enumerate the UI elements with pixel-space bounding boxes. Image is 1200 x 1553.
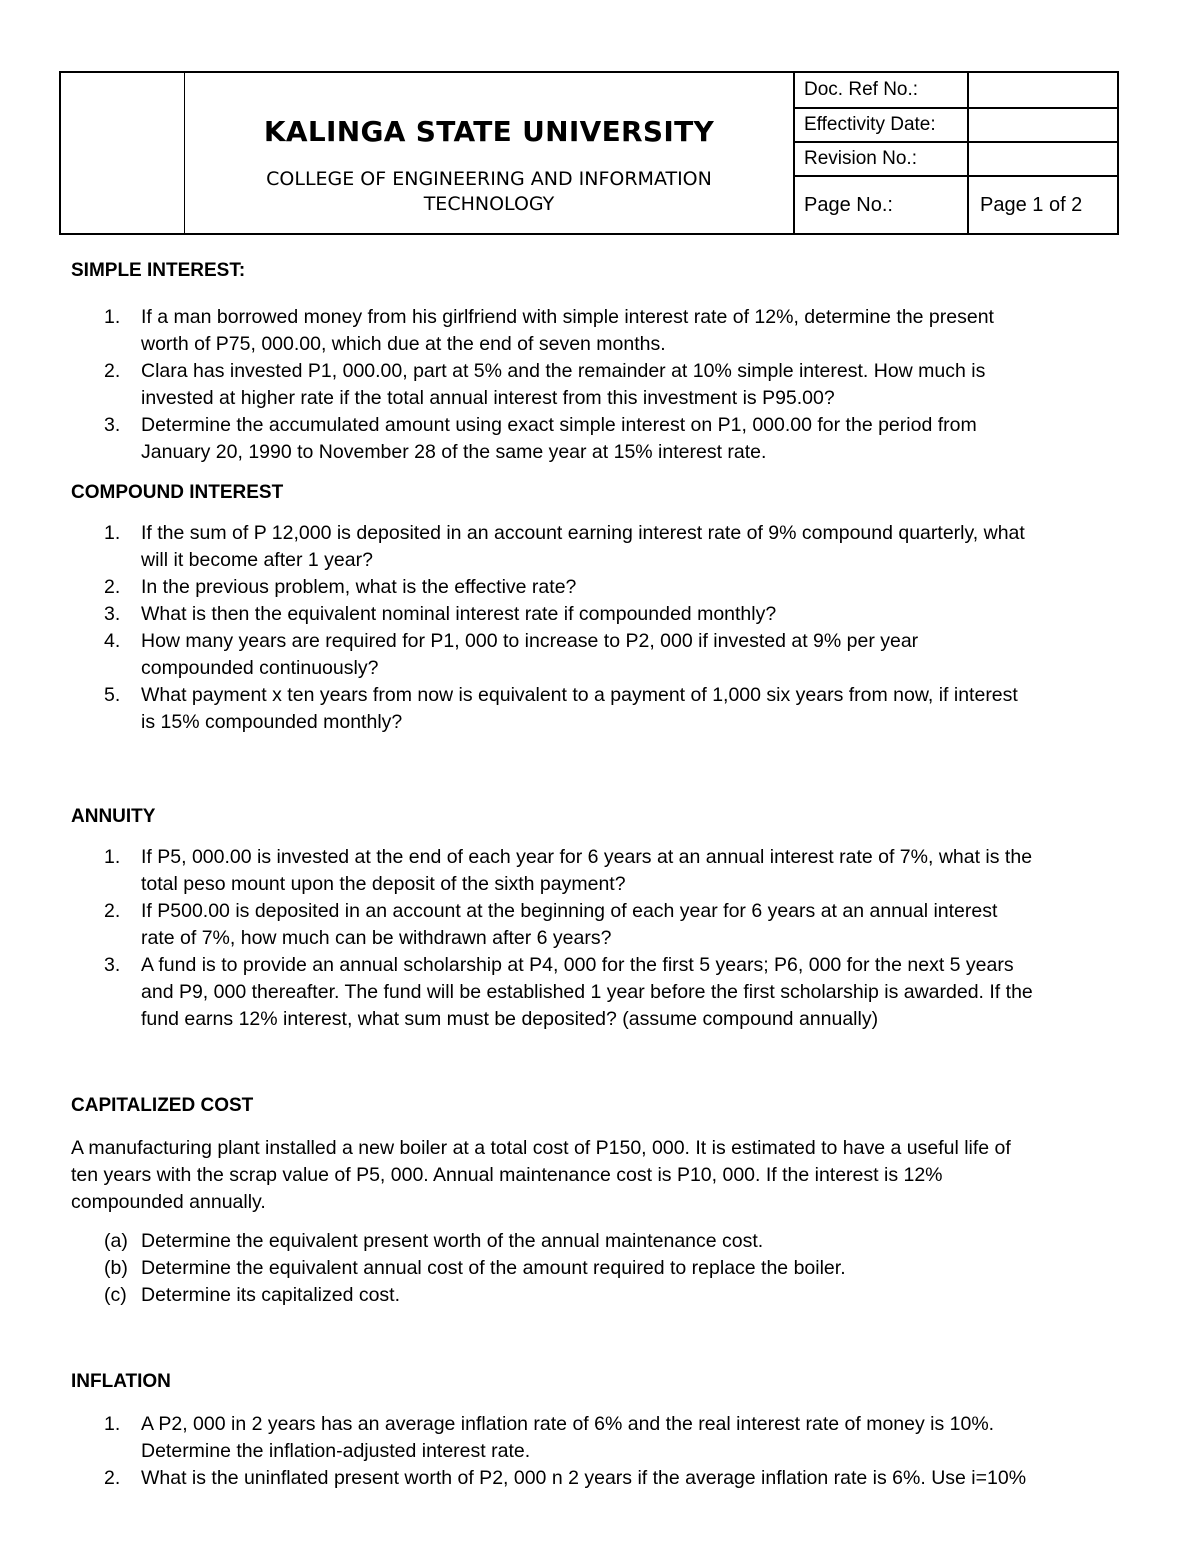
effectivity-date-value xyxy=(969,109,1117,141)
item-number: 2. xyxy=(104,360,121,382)
list-item xyxy=(71,412,1131,466)
item-line: If the sum of P 12,000 is deposited in an account earning interest rate of 9% compound quarterly, what xyxy=(141,522,1025,544)
page-number-value: Page 1 of 2 xyxy=(980,193,1083,216)
item-line: How many years are required for P1, 000 to increase to P2, 000 if invested at 9% per year xyxy=(141,630,919,652)
compound-interest-list xyxy=(71,520,1131,736)
effectivity-date-row xyxy=(794,109,1117,143)
college-name xyxy=(195,167,783,217)
item-line: A fund is to provide an annual scholarship at P4, 000 for the first 5 years; P6, 000 for the next 5 years xyxy=(141,954,1014,976)
doc-ref-value xyxy=(969,73,1117,107)
item-line: Clara has invested P1, 000.00, part at 5% and the remainder at 10% simple interest. How much is xyxy=(141,360,986,382)
simple-interest-list xyxy=(71,304,1131,466)
item-line: If P5, 000.00 is invested at the end of each year for 6 years at an annual interest rate of 7%, what is the xyxy=(141,846,1033,868)
item-number: 1. xyxy=(104,306,121,328)
item-line: and P9, 000 thereafter. The fund will be established 1 year before the first scholarship is awarded. If the xyxy=(141,981,1033,1003)
item-number: 5. xyxy=(104,684,121,706)
list-item xyxy=(71,898,1131,952)
item-line: invested at higher rate if the total annual interest from this investment is P95.00? xyxy=(141,387,835,409)
paragraph-line: A manufacturing plant installed a new boiler at a total cost of P150, 000. It is estimated to have a useful life of xyxy=(71,1137,1011,1159)
list-item xyxy=(71,1465,1131,1492)
page-number-label: Page No.: xyxy=(794,177,969,233)
section-title-simple-interest: SIMPLE INTEREST: xyxy=(71,260,246,281)
revision-value xyxy=(969,143,1117,175)
doc-ref-label: Doc. Ref No.: xyxy=(794,73,969,107)
item-text: Determine its capitalized cost. xyxy=(141,1284,401,1306)
capitalized-cost-paragraph xyxy=(71,1135,1131,1216)
list-item xyxy=(71,628,1131,682)
capitalized-cost-list xyxy=(71,1228,1131,1309)
item-line: If a man borrowed money from his girlfriend with simple interest rate of 12%, determine the present xyxy=(141,306,994,328)
list-item xyxy=(71,1411,1131,1465)
item-number: 3. xyxy=(104,603,121,625)
item-line: is 15% compounded monthly? xyxy=(141,711,403,733)
document-body xyxy=(71,258,1131,1492)
item-line: compounded continuously? xyxy=(141,657,379,679)
list-item xyxy=(71,844,1131,898)
item-number: 4. xyxy=(104,630,121,652)
revision-row xyxy=(794,143,1117,177)
inflation-list xyxy=(71,1411,1131,1492)
list-item xyxy=(71,682,1131,736)
list-item xyxy=(71,1282,1131,1309)
item-line: total peso mount upon the deposit of the sixth payment? xyxy=(141,873,626,895)
list-item xyxy=(71,520,1131,574)
item-number: 1. xyxy=(104,1413,121,1435)
item-line: A P2, 000 in 2 years has an average inflation rate of 6% and the real interest rate of money is 10%. xyxy=(141,1413,995,1435)
item-text: Determine the equivalent annual cost of the amount required to replace the boiler. xyxy=(141,1257,846,1279)
college-name-line1: COLLEGE OF ENGINEERING AND INFORMATION xyxy=(266,168,712,190)
title-cell xyxy=(185,73,795,233)
list-item xyxy=(71,601,1131,628)
list-item xyxy=(71,304,1131,358)
list-item xyxy=(71,1228,1131,1255)
item-line: What payment x ten years from now is equivalent to a payment of 1,000 six years from now, if interest xyxy=(141,684,1018,706)
item-line: If P500.00 is deposited in an account at the beginning of each year for 6 years at an annual interest xyxy=(141,900,998,922)
item-number: 1. xyxy=(104,846,121,868)
college-name-line2: TECHNOLOGY xyxy=(423,193,555,215)
university-name: KALINGA STATE UNIVERSITY xyxy=(263,115,715,148)
item-line: What is then the equivalent nominal interest rate if compounded monthly? xyxy=(141,603,777,625)
item-label: (a) xyxy=(104,1230,128,1252)
list-item xyxy=(71,1255,1131,1282)
item-line: rate of 7%, how much can be withdrawn after 6 years? xyxy=(141,927,612,949)
list-item xyxy=(71,574,1131,601)
item-line: January 20, 1990 to November 28 of the same year at 15% interest rate. xyxy=(141,441,767,463)
list-item xyxy=(71,952,1131,1033)
revision-label: Revision No.: xyxy=(794,143,969,175)
item-number: 2. xyxy=(104,1467,121,1489)
document-header-table xyxy=(59,71,1119,235)
section-title-inflation: INFLATION xyxy=(71,1371,171,1392)
item-number: 1. xyxy=(104,522,121,544)
effectivity-date-label: Effectivity Date: xyxy=(794,109,969,141)
item-label: (c) xyxy=(104,1284,127,1306)
item-line: In the previous problem, what is the effective rate? xyxy=(141,576,577,598)
list-item xyxy=(71,358,1131,412)
section-title-compound-interest: COMPOUND INTEREST xyxy=(71,482,284,503)
item-number: 2. xyxy=(104,576,121,598)
item-line: worth of P75, 000.00, which due at the end of seven months. xyxy=(141,333,666,355)
page-number-row xyxy=(794,177,1117,233)
item-number: 2. xyxy=(104,900,121,922)
item-line: Determine the inflation-adjusted interest rate. xyxy=(141,1440,531,1462)
item-number: 3. xyxy=(104,414,121,436)
item-line: Determine the accumulated amount using exact simple interest on P1, 000.00 for the period from xyxy=(141,414,977,436)
item-line: will it become after 1 year? xyxy=(141,549,373,571)
doc-ref-row xyxy=(794,73,1117,109)
item-text: Determine the equivalent present worth of the annual maintenance cost. xyxy=(141,1230,764,1252)
annuity-list xyxy=(71,844,1131,1033)
section-title-capitalized-cost: CAPITALIZED COST xyxy=(71,1095,254,1116)
paragraph-line: ten years with the scrap value of P5, 000. Annual maintenance cost is P10, 000. If the interest is 12% xyxy=(71,1164,943,1186)
paragraph-line: compounded annually. xyxy=(71,1191,266,1213)
section-title-annuity: ANNUITY xyxy=(71,806,156,827)
item-line: fund earns 12% interest, what sum must be deposited? (assume compound annually) xyxy=(141,1008,879,1030)
logo-cell xyxy=(61,73,185,233)
item-line: What is the uninflated present worth of P2, 000 n 2 years if the average inflation rate is 6%. Use i=10% xyxy=(141,1467,1027,1489)
item-number: 3. xyxy=(104,954,121,976)
item-label: (b) xyxy=(104,1257,128,1279)
